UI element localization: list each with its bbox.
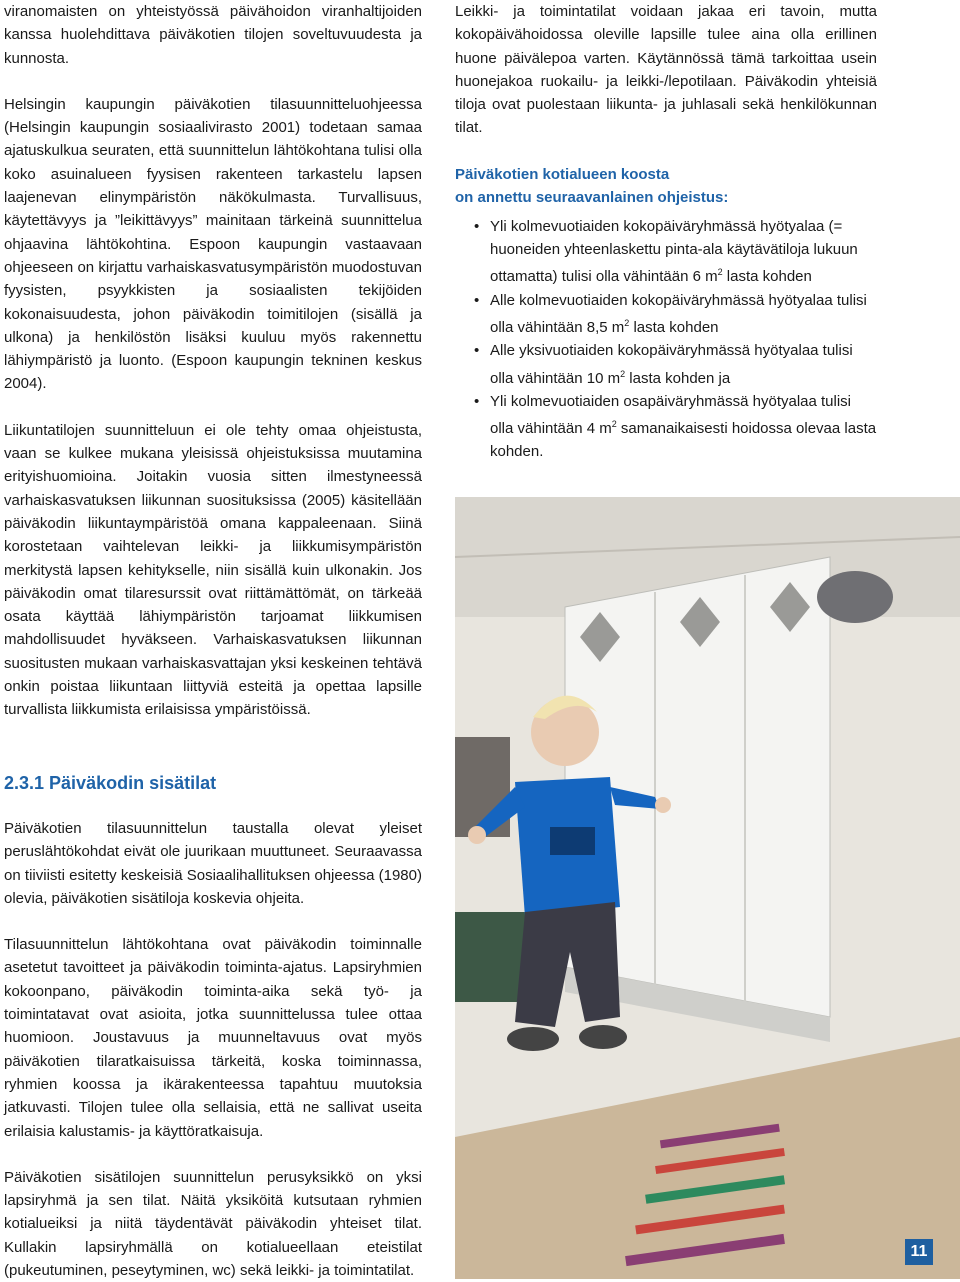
list-item: • Alle yksivuotiaiden kokopäiväryhmässä hyötyalaa tulisi olla vähintään 10 $m^2$ lasta kohden ja: [490, 339, 877, 390]
paragraph: Päiväkotien tilasuunnittelun taustalla olevat yleiset peruslähtökohdat eivät ole juurikaan muuttuneet. Seuraavassa on tiiviisti esitetty keskeisiä Sosiaalihallituksen ohjeessa (1980) olevia, päiväkotien sisätiloja koskevia ohjeita.: [4, 820, 422, 907]
paragraph: Helsingin kaupungin päiväkotien tilasuunnitteluohjeessa (Helsingin kaupungin sosiaalivirasto 2001) todetaan samaa ajatuskulkua seuraten, että suunnittelun lähtökohtana tulisi olla koko asuinalueen fyysisen rakenteen tarkastelu lapsen laajenevan elinympäristön näkökulmasta. Turvallisuus, käytettävyys ja ”leikittävyys” mainitaan tärkeinä suunnittelua ohjaavina lähtökohtina. Espoon kaupungin vastaavaan ohjeeseen on kirjattu varhaiskasvatusympäristön muodostuvan fyysisten, psyykkisten ja sosiaalisten tekijöiden kokonaisuudesta, johon päiväkodin toimitilojen (sisällä ja ulkona) ja henkilöstön lisäksi kuuluu myös rakennettu lähiympäristö ja luonto. (Espoon kaupungin tekninen keskus 2004).: [4, 95, 422, 393]
paragraph: viranomaisten on yhteistyössä päivähoidon viranhaltijoiden kanssa huolehdittava päiväkotien tilojen soveltuvuudesta ja kunnosta.: [4, 3, 422, 67]
list-item: • Yli kolmevuotiaiden kokopäiväryhmässä hyötyalaa (= huoneiden yhteenlaskettu pinta-ala käytävätiloja lukuun ottamatta) tulisi olla vähintään 6 $m^2$ lasta kohden: [490, 215, 877, 289]
left-column-lower: [4, 817, 422, 1282]
paragraph: Tilasuunnittelun lähtökohtana ovat päiväkodin toiminnalle asetetut tavoitteet ja päiväkodin toiminta-ajatus. Lapsiryhmien kokoonpano, päiväkodin toiminta-aika sekä työ- ja toimintatavat ovat asioita, jotka suunnittelussa tulee ottaa huomioon. Joustavuus ja muunneltavuus ovat myös päiväkotien tilaratkaisuissa tärkeitä, koska toiminnassa, ryhmien koossa ja ikärakenteessa tapahtuu muutoksia jatkuvasti. Tilojen tulee olla sellaisia, että ne sallivat useita erilaisia kalustamis- ja käyttöratkaisuja.: [4, 936, 422, 1140]
photo-child-jumping: [455, 497, 960, 1279]
guideline-list: [455, 215, 877, 464]
guideline-heading: Päiväkotien kotialueen koosta: [455, 165, 670, 183]
photo-illustration: [455, 497, 960, 1279]
paragraph: Leikki- ja toimintatilat voidaan jakaa eri tavoin, mutta kokopäivähoidossa oleville lapsille tulee aina olla erillinen huone päivälepoa varten. Käytännössä tämä tarkoittaa usein huonejakoa ruokailu- ja leikki-/lepotilaan. Päiväkodin yhteisiä tiloja ovat puolestaan liikunta- ja juhlasali sekä henkilökunnan tilat.: [455, 3, 877, 137]
guideline-heading: on annettu seuraavanlainen ohjeistus:: [455, 188, 729, 206]
list-item: • Yli kolmevuotiaiden osapäiväryhmässä hyötyalaa tulisi olla vähintään 4 $m^2$ samanaikaisesti hoidossa olevaa lasta kohden.: [490, 390, 877, 464]
left-column: [4, 0, 422, 722]
right-column: [455, 0, 877, 464]
paragraph: Liikuntatilojen suunnitteluun ei ole tehty omaa ohjeistusta, vaan se kulkee mukana yleisissä ohjeistuksissa muutamina erityishuomioina. Joitakin vuosia sitten ilmestyneessä varhaiskasvatuksen liikunnan suosituksissa (2005) käsitellään päiväkodin liikuntaympäristöä omana kappaleenaan. Siinä korostetaan vaihtelevan leikki- ja liikkumisympäristön merkitystä lapsen kehitykselle, niin sisällä kuin ulkonakin. Jos päiväkodin omat tilaresurssit ovat riittämättömät, on tärkeää osata käyttää lähiympäristön tarjoamat liikkumisen mahdollisuudet hyväkseen. Varhaiskasvatuksen liikunnan suositusten mukaan varhaiskasvattajan yksi keskeinen tehtävä onkin poistaa liikuntaan liittyviä esteitä ja opettaa lapsille turvallista liikkumista erilaisissa ympäristöissä.: [4, 421, 422, 719]
list-item: • Alle kolmevuotiaiden kokopäiväryhmässä hyötyalaa tulisi olla vähintään 8,5 $m^2$ lasta kohden: [490, 289, 877, 340]
page-number: 11: [905, 1239, 933, 1265]
section-heading: 2.3.1 Päiväkodin sisätilat: [4, 773, 217, 793]
paragraph: Päiväkotien sisätilojen suunnittelun perusyksikkö on yksi lapsiryhmä ja sen tilat. Näitä yksiköitä kutsutaan ryhmien kotialueiksi ja niitä täydentävät päiväkodin yhteiset tilat. Kullakin lapsiryhmällä on kotialueellaan eteistilat (pukeutuminen, peseytyminen, wc) sekä leikki- ja toimintatilat.: [4, 1168, 422, 1280]
